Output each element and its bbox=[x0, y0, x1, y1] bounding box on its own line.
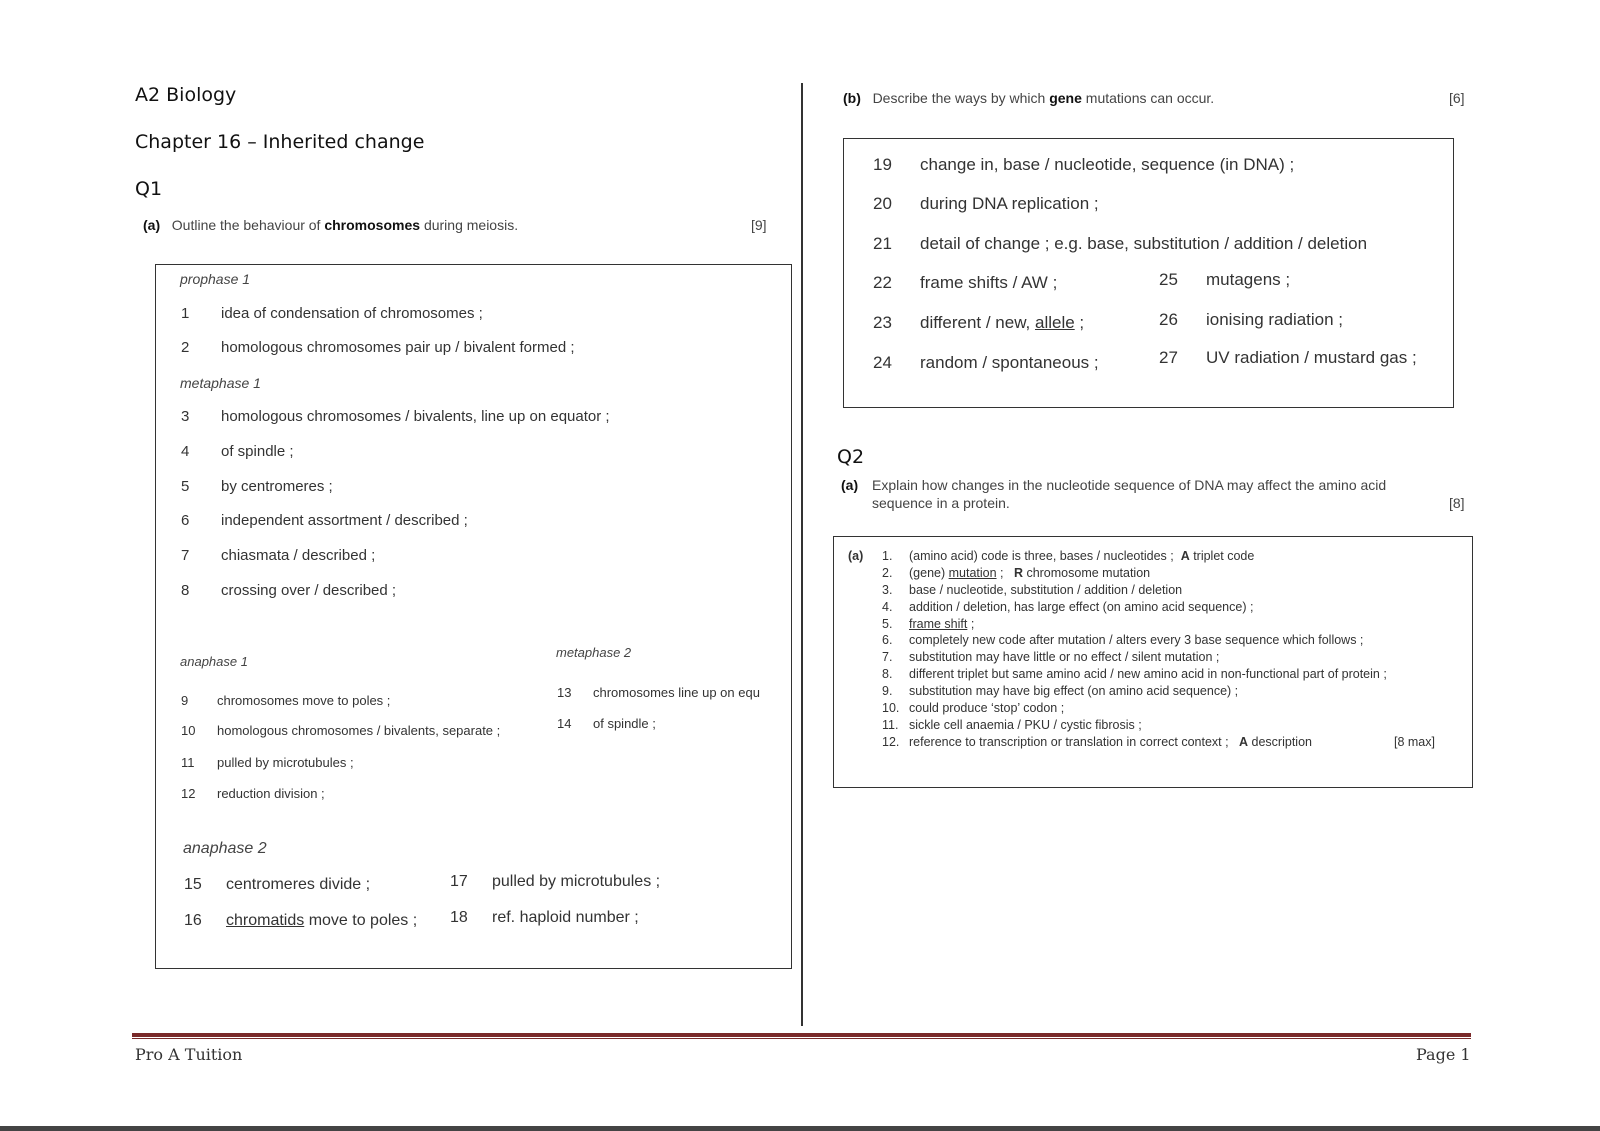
item-number: 6 bbox=[181, 512, 190, 529]
item-number: 2. bbox=[882, 565, 893, 580]
item-text: by centromeres ; bbox=[221, 478, 333, 495]
item-number: 4 bbox=[181, 443, 190, 460]
item-text: independent assortment / described ; bbox=[221, 512, 468, 529]
item-text: substitution may have little or no effect / silent mutation ; bbox=[909, 650, 1220, 665]
item-text-rest: move to poles ; bbox=[304, 912, 418, 929]
item-text: of spindle ; bbox=[221, 443, 294, 460]
item-number: 11. bbox=[882, 717, 899, 732]
metaphase1-heading: metaphase 1 bbox=[180, 375, 261, 391]
item-text: frame shift ; bbox=[909, 616, 975, 631]
item-text: random / spontaneous ; bbox=[920, 353, 1099, 372]
item-text: ref. haploid number ; bbox=[492, 909, 639, 926]
item-number: 1. bbox=[882, 549, 893, 563]
item-text: homologous chromosomes / bivalents, separate ; bbox=[217, 723, 501, 738]
item-text: chromosomes line up on equ bbox=[593, 685, 760, 700]
item-text bbox=[226, 912, 417, 930]
item-text: pulled by microtubules ; bbox=[492, 873, 661, 890]
q1a-label: (a) bbox=[143, 217, 161, 233]
q2a-marks: [8] bbox=[1449, 495, 1465, 511]
max-marks: [8 max] bbox=[1394, 734, 1435, 749]
q2a-question-line2: sequence in a protein. bbox=[872, 495, 1010, 511]
item-number: 24 bbox=[873, 353, 892, 372]
item-text: chiasmata / described ; bbox=[221, 547, 376, 564]
q1b-text-bold: gene bbox=[1049, 90, 1082, 106]
item-text: sickle cell anaemia / PKU / cystic fibrosis ; bbox=[909, 717, 1142, 732]
item-text: (gene) mutation ; R chromosome mutation bbox=[909, 565, 1151, 580]
item-number: 25 bbox=[1159, 270, 1178, 289]
item-text: crossing over / described ; bbox=[221, 582, 397, 599]
item-text-pre: different / new, bbox=[920, 313, 1035, 332]
item-number: 15 bbox=[184, 876, 202, 893]
item-number: 3 bbox=[181, 408, 190, 425]
item-number: 8. bbox=[882, 667, 893, 682]
subject-title: A2 Biology bbox=[135, 84, 237, 106]
page-number: Page 1 bbox=[1416, 1045, 1471, 1064]
scheme-label: (a) bbox=[848, 549, 864, 563]
item-text: during DNA replication ; bbox=[920, 194, 1099, 213]
item-text: reference to transcription or translation in correct context ; A description bbox=[909, 734, 1312, 749]
prophase1-heading: prophase 1 bbox=[180, 271, 251, 287]
footer-rule-thin bbox=[132, 1038, 1471, 1039]
bottom-edge bbox=[0, 1126, 1600, 1131]
footer-rule bbox=[132, 1033, 1471, 1037]
q1a-marks: [9] bbox=[751, 217, 767, 233]
anaphase2-heading: anaphase 2 bbox=[183, 840, 267, 857]
item-number: 10. bbox=[882, 701, 900, 716]
item-number: 9. bbox=[882, 684, 893, 699]
item-text: substitution may have big effect (on amino acid sequence) ; bbox=[909, 684, 1239, 699]
item-number: 1 bbox=[181, 305, 190, 322]
item-text: addition / deletion, has large effect (on amino acid sequence) ; bbox=[909, 599, 1254, 614]
item-number: 26 bbox=[1159, 310, 1178, 329]
q1b-question bbox=[843, 90, 1214, 106]
item-text: change in, base / nucleotide, sequence (in DNA) ; bbox=[920, 155, 1295, 174]
item-number: 2 bbox=[181, 339, 190, 356]
item-number: 10 bbox=[181, 723, 196, 738]
q1b-text-post: mutations can occur. bbox=[1085, 90, 1215, 106]
item-number: 12 bbox=[181, 786, 196, 801]
item-number: 13 bbox=[557, 685, 572, 700]
item-number: 7 bbox=[181, 547, 190, 564]
column-divider bbox=[801, 83, 803, 1026]
item-number: 8 bbox=[181, 582, 190, 599]
item-number: 5. bbox=[882, 616, 893, 631]
q1a-markscheme-box bbox=[155, 264, 792, 969]
item-text: (amino acid) code is three, bases / nucleotides ; A triplet code bbox=[909, 549, 1255, 563]
item-number: 4. bbox=[882, 599, 893, 614]
item-text: UV radiation / mustard gas ; bbox=[1206, 348, 1417, 367]
underlined-term: chromatids bbox=[226, 912, 305, 929]
q1b-markscheme-box bbox=[843, 138, 1454, 408]
item-text: pulled by microtubules ; bbox=[217, 755, 354, 770]
q2a-question-line1: Explain how changes in the nucleotide sequence of DNA may affect the amino acid bbox=[872, 477, 1387, 493]
metaphase2-heading: metaphase 2 bbox=[556, 645, 632, 660]
q1a-text-post: during meiosis. bbox=[423, 217, 519, 233]
item-text: homologous chromosomes / bivalents, line up on equator ; bbox=[221, 408, 610, 425]
item-number: 17 bbox=[450, 873, 468, 890]
item-text: could produce ‘stop’ codon ; bbox=[909, 701, 1065, 716]
item-text: ionising radiation ; bbox=[1206, 310, 1344, 329]
underlined-term: allele bbox=[1034, 313, 1075, 332]
q1b-label: (b) bbox=[843, 90, 861, 106]
item-text: centromeres divide ; bbox=[226, 876, 371, 893]
item-text: base / nucleotide, substitution / addition / deletion bbox=[909, 582, 1183, 597]
item-number: 11 bbox=[181, 755, 195, 770]
item-text: mutagens ; bbox=[1206, 270, 1291, 289]
chapter-title: Chapter 16 – Inherited change bbox=[135, 131, 425, 153]
item-number: 7. bbox=[882, 650, 893, 665]
item-text: frame shifts / AW ; bbox=[920, 273, 1058, 292]
footer-left: Pro A Tuition bbox=[135, 1045, 243, 1064]
q1b-marks: [6] bbox=[1449, 90, 1465, 106]
q1a-text-pre: Outline the behaviour of bbox=[171, 217, 321, 233]
q1a-question bbox=[143, 217, 518, 233]
item-number: 9 bbox=[181, 693, 189, 708]
item-number: 22 bbox=[873, 273, 892, 292]
q1b-text-pre: Describe the ways by which bbox=[872, 90, 1046, 106]
item-text: detail of change ; e.g. base, substitution / addition / deletion bbox=[920, 234, 1368, 253]
item-number: 6. bbox=[882, 633, 893, 648]
q2a-label: (a) bbox=[841, 477, 859, 493]
item-number: 19 bbox=[873, 155, 892, 174]
item-text: of spindle ; bbox=[593, 716, 656, 731]
item-text: homologous chromosomes pair up / bivalent formed ; bbox=[221, 339, 575, 356]
q2-label: Q2 bbox=[837, 446, 865, 468]
item-number: 3. bbox=[882, 582, 893, 597]
item-text: idea of condensation of chromosomes ; bbox=[221, 305, 483, 322]
item-text: chromosomes move to poles ; bbox=[217, 693, 391, 708]
item-text-rest: ; bbox=[1074, 313, 1085, 332]
item-number: 21 bbox=[873, 234, 892, 253]
item-text: reduction division ; bbox=[217, 786, 325, 801]
item-number: 20 bbox=[873, 194, 892, 213]
item-number: 18 bbox=[450, 909, 468, 926]
q1-label: Q1 bbox=[135, 178, 163, 200]
item-text: different triplet but same amino acid / new amino acid in non-functional part of protein ; bbox=[909, 667, 1387, 682]
q1a-text-bold: chromosomes bbox=[324, 217, 421, 233]
anaphase1-heading: anaphase 1 bbox=[180, 654, 248, 669]
item-text bbox=[920, 313, 1084, 333]
item-number: 16 bbox=[184, 912, 202, 929]
item-number: 5 bbox=[181, 478, 190, 495]
item-text: completely new code after mutation / alters every 3 base sequence which follows ; bbox=[909, 633, 1364, 648]
item-number: 27 bbox=[1159, 348, 1178, 367]
item-number: 23 bbox=[873, 313, 892, 332]
item-number: 12. bbox=[882, 734, 900, 749]
item-number: 14 bbox=[557, 716, 572, 731]
